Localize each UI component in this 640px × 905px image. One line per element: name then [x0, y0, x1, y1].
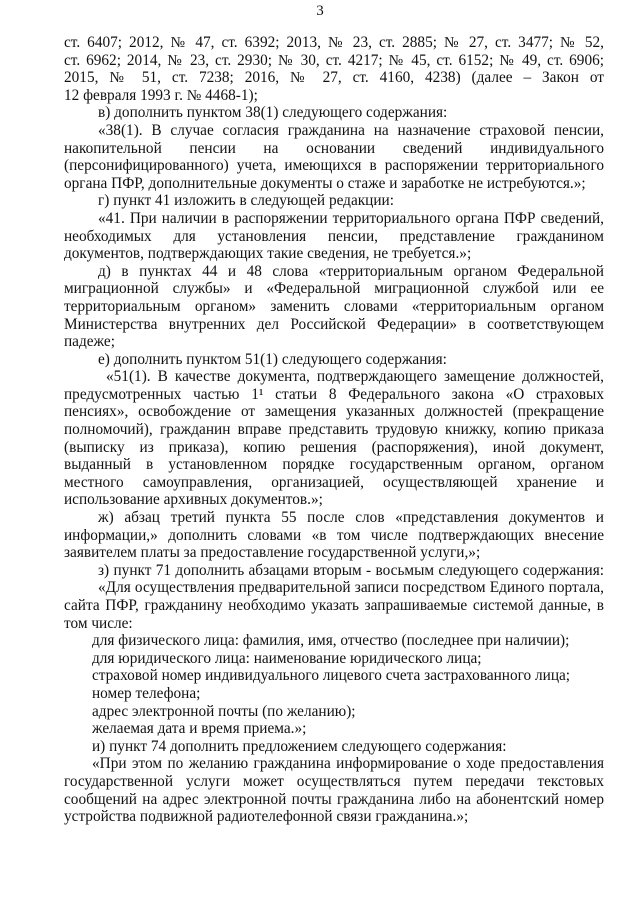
text-line: местного самоуправления, организацией, осуществляющей хранение и: [64, 473, 604, 491]
text-line: адрес электронной почты (по желанию);: [92, 702, 356, 720]
text-line: Министерства внутренних дел Российской Федерации» в соответствующем: [64, 315, 604, 333]
text-line: падеже;: [64, 333, 115, 351]
text-line: пенсиях», освобождение от замещения указанных должностей (прекращение: [64, 403, 604, 421]
text-line: миграционной службы» и «Федеральной миграционной службой или ее: [64, 280, 604, 298]
text-line: информации,» дополнить словами «в том числе подтверждающих внесение: [64, 526, 604, 544]
text-line: г) пункт 41 изложить в следующей редакции:: [98, 192, 394, 210]
text-line: «51(1). В качестве документа, подтверждающего замещение должностей,: [106, 368, 604, 386]
text-line: необходимых для установления пенсии, представление гражданином: [64, 227, 604, 245]
text-line: предусмотренных частью 1¹ статьи 8 Федерального закона «О страховых: [64, 385, 604, 403]
text-line: «38(1). В случае согласия гражданина на назначение страховой пенсии,: [98, 121, 604, 139]
text-line: ст. 6962; 2014, № 23, ст. 2930; № 30, ст. 4217; № 45, ст. 6152; № 49, ст. 6906;: [64, 51, 604, 69]
text-line: (выписку из приказа), копию решения (распоряжения), иной документ,: [64, 438, 604, 456]
text-line: том числе:: [64, 614, 133, 632]
text-line: в) дополнить пунктом 38(1) следующего содержания:: [98, 104, 448, 122]
text-line: «При этом по желанию гражданина информирование о ходе предоставления: [92, 755, 604, 773]
text-line: полномочий), гражданин вправе представить трудовую книжку, копию приказа: [64, 421, 604, 439]
text-line: е) дополнить пунктом 51(1) следующего содержания:: [98, 350, 447, 368]
text-line: ж) абзац третий пункта 55 после слов «представления документов и: [98, 509, 604, 527]
text-line: «Для осуществления предварительной записи посредством Единого портала,: [98, 579, 604, 597]
text-line: документов, подтверждающих такие сведения, не требуется.»;: [64, 245, 472, 263]
text-line: 2015, № 51, ст. 7238; 2016, № 27, ст. 4160, 4238) (далее – Закон от: [64, 69, 604, 87]
text-line: сообщений на адрес электронной почты гражданина либо на абонентский номер: [64, 790, 604, 808]
text-line: номер телефона;: [92, 684, 201, 702]
text-line: органа ПФР, дополнительные документы о стаже и заработке не истребуются.»;: [64, 174, 586, 192]
text-line: для физического лица: фамилия, имя, отчество (последнее при наличии);: [92, 632, 570, 650]
text-line: (персонифицированного) учета, имеющихся в распоряжении территориального: [64, 157, 604, 175]
page-number: 3: [316, 3, 324, 19]
text-line: з) пункт 71 дополнить абзацами вторым - восьмым следующего содержания:: [98, 561, 604, 579]
text-line: заявителем платы за предоставление государственной услуги,»;: [64, 544, 481, 562]
document-body: [64, 34, 604, 826]
text-line: накопительной пенсии на основании сведений индивидуального: [64, 139, 604, 157]
text-line: 12 февраля 1993 г. № 4468-1);: [64, 86, 258, 104]
text-line: д) в пунктах 44 и 48 слова «территориальным органом Федеральной: [98, 262, 604, 280]
text-line: желаемая дата и время приема.»;: [92, 720, 307, 738]
text-line: выданный в установленном порядке государственным органом, органом: [64, 456, 604, 474]
text-line: и) пункт 74 дополнить предложением следующего содержания:: [92, 737, 507, 755]
text-line: сайта ПФР, гражданину необходимо указать запрашиваемые системой данные, в: [64, 597, 604, 614]
text-line: территориальным органом» заменить словами «территориальным органом: [64, 297, 604, 315]
text-line: «41. При наличии в распоряжении территориального органа ПФР сведений,: [98, 209, 604, 227]
text-line: устройства подвижной радиотелефонной связи гражданина.»;: [64, 808, 469, 826]
text-line: страховой номер индивидуального лицевого счета застрахованного лица;: [92, 667, 571, 685]
text-line: ст. 6407; 2012, № 47, ст. 6392; 2013, № 23, ст. 2885; № 27, ст. 3477; № 52,: [64, 34, 604, 51]
text-line: для юридического лица: наименование юридического лица;: [92, 649, 482, 667]
text-line: использование архивных документов.»;: [64, 491, 323, 509]
text-line: государственной услуги может осуществляться путем передачи текстовых: [64, 772, 604, 790]
